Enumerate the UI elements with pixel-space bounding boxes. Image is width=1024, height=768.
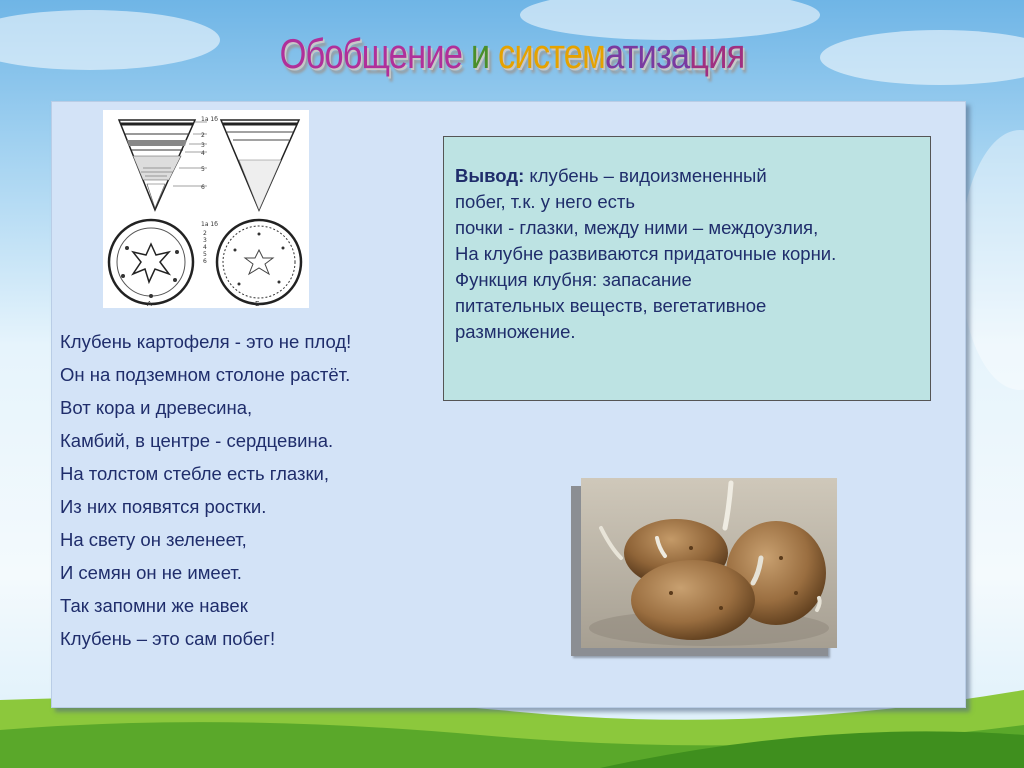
poem-line: Камбий, в центре - сердцевина.: [60, 430, 334, 451]
poem-line: Так запомни же навек: [60, 595, 248, 616]
conclusion-line: почки - глазки, между ними – междоузлия,: [455, 217, 819, 238]
conclusion-text: клубень – видоизмененный: [524, 165, 767, 186]
diagram-label: 2: [203, 230, 207, 237]
poem-line: На свету он зеленеет,: [60, 529, 247, 550]
diagram-label: 3: [201, 142, 205, 149]
conclusion-label: Вывод:: [455, 165, 525, 186]
diagram-label: 6: [201, 184, 205, 191]
diagram-caption-a: А: [147, 300, 152, 308]
poem-line: Клубень картофеля - это не плод!: [60, 331, 352, 352]
diagram-label: 1а 1б: [201, 116, 218, 123]
poem-line: Вот кора и древесина,: [60, 397, 253, 418]
diagram-label: 2: [201, 132, 205, 139]
sprouting-potatoes-photo: [581, 478, 837, 648]
slide-title: [92, 30, 932, 78]
title-part: и: [470, 30, 499, 77]
poem-line: Он на подземном столоне растёт.: [60, 364, 351, 385]
title-part: систем: [498, 30, 606, 77]
poem-line: Клубень – это сам побег!: [60, 628, 276, 649]
diagram-caption-b: Б: [255, 300, 260, 308]
conclusion-line: Функция клубня: запасание: [455, 269, 692, 290]
tuber-diagram-image: [103, 110, 309, 308]
conclusion-line: На клубне развиваются придаточные корни.: [455, 243, 837, 264]
poem-text: [60, 325, 440, 655]
diagram-label: 1а 1б: [201, 221, 218, 228]
conclusion-line: побег, т.к. у него есть: [455, 191, 636, 212]
conclusion-line: размножение.: [455, 321, 576, 342]
title-part: атиза: [605, 30, 690, 77]
conclusion-first-line: [455, 163, 930, 189]
diagram-label: 4: [203, 244, 207, 251]
poem-line: И семян он не имеет.: [60, 562, 242, 583]
poem-line: На толстом стебле есть глазки,: [60, 463, 330, 484]
diagram-label: 3: [203, 237, 207, 244]
title-part: ция: [689, 30, 745, 77]
title-part: Обобщение: [279, 30, 471, 77]
conclusion-line: питательных веществ, вегетативное: [455, 295, 767, 316]
poem-line: Из них появятся ростки.: [60, 496, 267, 517]
diagram-label: 4: [201, 150, 205, 157]
diagram-label: 5: [203, 251, 207, 258]
diagram-label: 5: [201, 166, 205, 173]
diagram-label: 6: [203, 258, 207, 265]
conclusion-box: [443, 136, 931, 401]
